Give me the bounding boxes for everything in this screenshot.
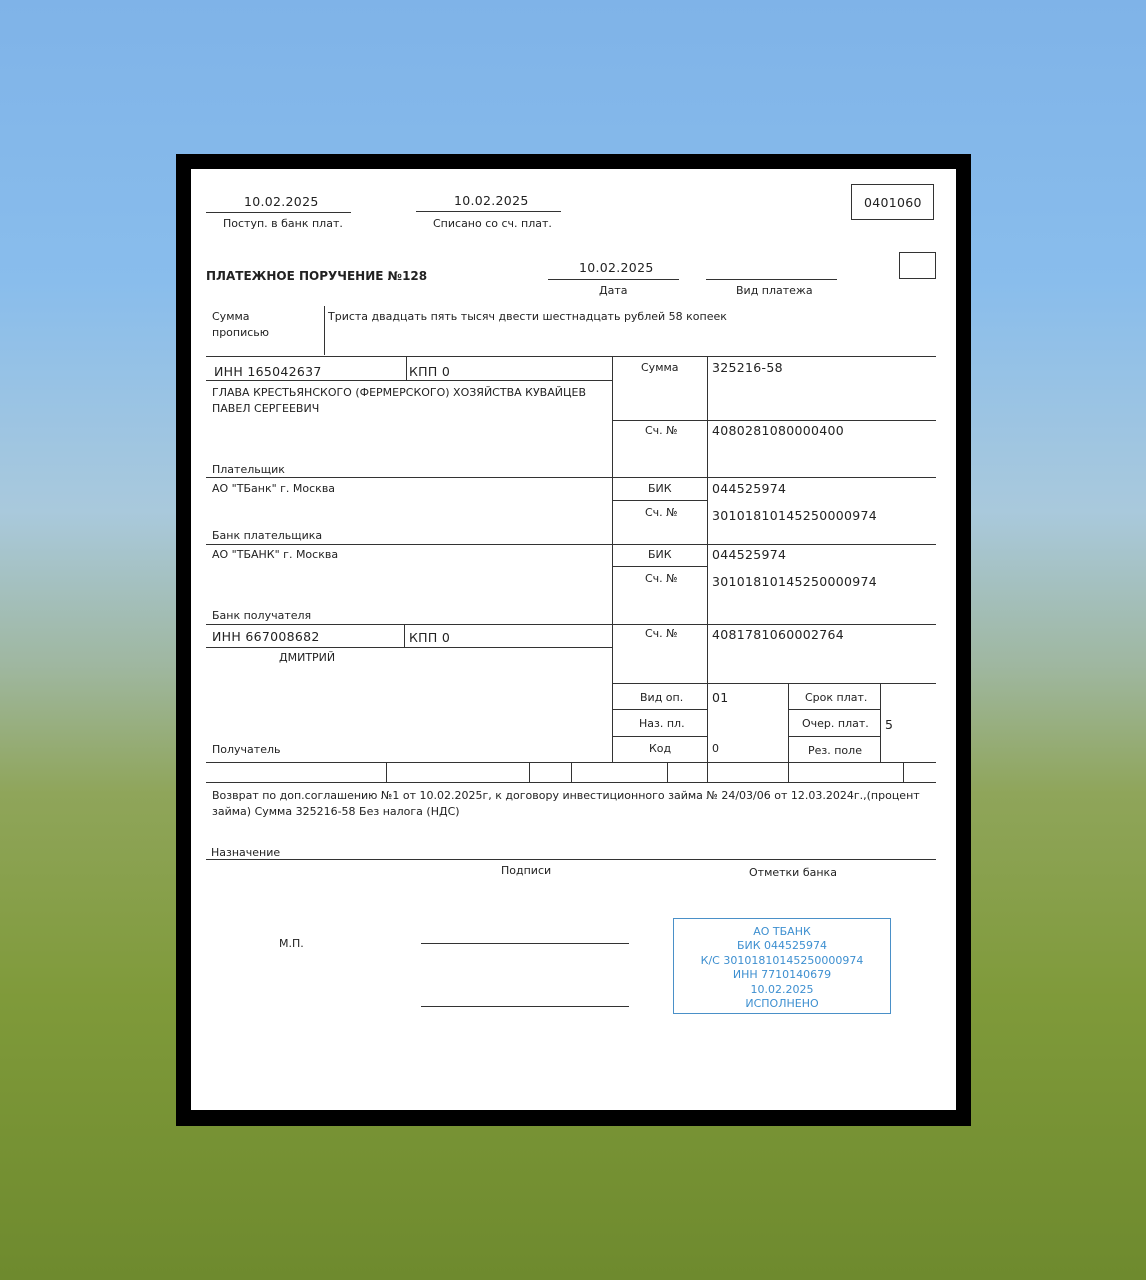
stamp-corr-account: К/С 30101810145250000974 xyxy=(700,953,864,967)
signatures-label: Подписи xyxy=(501,864,552,877)
amount-words-divider xyxy=(324,306,325,355)
payer-bank-bik-label: БИК xyxy=(648,482,672,495)
payee-kpp: КПП 0 xyxy=(409,630,451,645)
priority-label: Очер. плат. xyxy=(802,717,869,730)
payment-order-form xyxy=(191,169,956,1110)
codes-line-2-left xyxy=(612,736,707,737)
tax-cell-divider-5 xyxy=(903,762,904,782)
payer-bank-label: Банк плательщика xyxy=(212,529,323,542)
payee-bank-label: Банк получателя xyxy=(212,609,312,622)
payee-inn-kpp-divider xyxy=(404,624,405,647)
date-debited: 10.02.2025 xyxy=(454,193,529,208)
tax-cell-divider-4 xyxy=(667,762,668,782)
code-label: Код xyxy=(649,742,672,755)
payee-bank-account: 30101810145250000974 xyxy=(712,574,878,589)
signature-line-2 xyxy=(421,1006,629,1007)
payee-bank-bik-label: БИК xyxy=(648,548,672,561)
purpose-label: Назначение xyxy=(211,846,281,859)
stamp-inn: ИНН 7710140679 xyxy=(732,968,832,982)
payer-bank-account: 30101810145250000974 xyxy=(712,508,878,523)
order-date: 10.02.2025 xyxy=(579,260,654,275)
purpose-line1: Возврат по доп.соглашению №1 от 10.02.2025г, к договору инвестиционного займа № 24/03/06 от 12.03.2024г.,(процент xyxy=(212,789,920,802)
payment-type-code-box xyxy=(899,252,936,279)
date-debited-label: Списано со сч. плат. xyxy=(433,217,552,230)
payer-name-line2: ПАВЕЛ СЕРГЕЕВИЧ xyxy=(212,402,320,415)
payee-inn: ИНН 667008682 xyxy=(212,629,320,644)
grid-line-payee-top xyxy=(206,624,936,625)
payer-account: 4080281080000400 xyxy=(712,423,845,438)
form-code: 0401060 xyxy=(864,195,922,210)
bank-marks-label: Отметки банка xyxy=(749,866,837,879)
seal-label: М.П. xyxy=(279,937,304,950)
payment-type-label: Вид платежа xyxy=(736,284,813,297)
payee-name: ДМИТРИЙ xyxy=(279,651,336,664)
payer-bank-bik-line xyxy=(612,500,707,501)
purpose-code-label: Наз. пл. xyxy=(639,717,685,730)
op-type: 01 xyxy=(712,690,729,705)
payer-kpp: КПП 0 xyxy=(409,364,451,379)
order-date-label: Дата xyxy=(599,284,628,297)
amount-account-line xyxy=(612,420,936,421)
codes-mid-divider xyxy=(788,683,789,782)
grid-line-payer-top xyxy=(206,356,936,357)
date-received-line xyxy=(206,212,351,213)
purpose-bottom-line xyxy=(206,859,936,860)
tax-cell-divider-1 xyxy=(386,762,387,782)
date-debited-line xyxy=(416,211,561,212)
payer-account-label: Сч. № xyxy=(645,424,678,437)
op-type-label: Вид оп. xyxy=(640,691,684,704)
code-value: 0 xyxy=(712,742,719,755)
bank-stamp xyxy=(673,918,891,1014)
signature-line-1 xyxy=(421,943,629,944)
amount-words-label-2: прописью xyxy=(212,326,270,339)
tax-cell-divider-3 xyxy=(571,762,572,782)
payee-bank-bik: 044525974 xyxy=(712,547,787,562)
due-date-label: Срок плат. xyxy=(805,691,868,704)
codes-top-line xyxy=(612,683,936,684)
grid-line-payer-bank-top xyxy=(206,477,936,478)
payee-label: Получатель xyxy=(212,743,281,756)
payer-bank-bik: 044525974 xyxy=(712,481,787,496)
tax-row-bottom-line xyxy=(206,782,936,783)
stamp-status: ИСПОЛНЕНО xyxy=(745,997,819,1011)
stamp-bik: БИК 044525974 xyxy=(736,939,828,953)
amount-words-value: Триста двадцать пять тысяч двести шестнадцать рублей 58 копеек xyxy=(328,310,727,323)
payee-inn-line xyxy=(206,647,612,648)
form-code-box xyxy=(851,184,934,220)
order-title: ПЛАТЕЖНОЕ ПОРУЧЕНИЕ №128 xyxy=(206,269,428,283)
payer-bank-name: АО "ТБанк" г. Москва xyxy=(212,482,336,495)
codes-line-1-right xyxy=(788,709,880,710)
reserve-field-label: Рез. поле xyxy=(808,744,862,757)
payer-inn-line xyxy=(206,380,612,381)
date-received-label: Поступ. в банк плат. xyxy=(223,217,343,230)
document-frame xyxy=(176,154,971,1126)
date-received: 10.02.2025 xyxy=(244,194,319,209)
payer-inn: ИНН 165042637 xyxy=(214,364,322,379)
codes-right-divider xyxy=(880,683,881,762)
codes-line-1-left xyxy=(612,709,707,710)
payer-amount-label: Сумма xyxy=(641,361,679,374)
payee-bank-bik-line xyxy=(612,566,707,567)
codes-line-2-right xyxy=(788,736,880,737)
purpose-line2: займа) Сумма 325216-58 Без налога (НДС) xyxy=(212,805,460,818)
payer-name-line1: ГЛАВА КРЕСТЬЯНСКОГО (ФЕРМЕРСКОГО) ХОЗЯЙСТВА КУВАЙЦЕВ xyxy=(212,386,586,399)
payer-bank-account-label: Сч. № xyxy=(645,506,678,519)
payment-type-line xyxy=(706,279,837,280)
stamp-date: 10.02.2025 xyxy=(750,982,814,996)
order-date-line xyxy=(548,279,679,280)
payee-bank-account-label: Сч. № xyxy=(645,572,678,585)
payee-account-label: Сч. № xyxy=(645,627,678,640)
payee-account: 4081781060002764 xyxy=(712,627,845,642)
payer-label: Плательщик xyxy=(212,463,285,476)
payer-amount: 325216-58 xyxy=(712,360,783,375)
grid-col-labels-left xyxy=(612,356,613,762)
amount-words-label-1: Сумма xyxy=(212,310,250,323)
payer-inn-kpp-divider xyxy=(406,356,407,380)
payee-bank-name: АО "ТБАНК" г. Москва xyxy=(212,548,339,561)
priority-value: 5 xyxy=(885,717,894,732)
stamp-bank-name: АО ТБАНК xyxy=(753,925,811,938)
grid-line-payee-bank-top xyxy=(206,544,936,545)
tax-cell-divider-2 xyxy=(529,762,530,782)
